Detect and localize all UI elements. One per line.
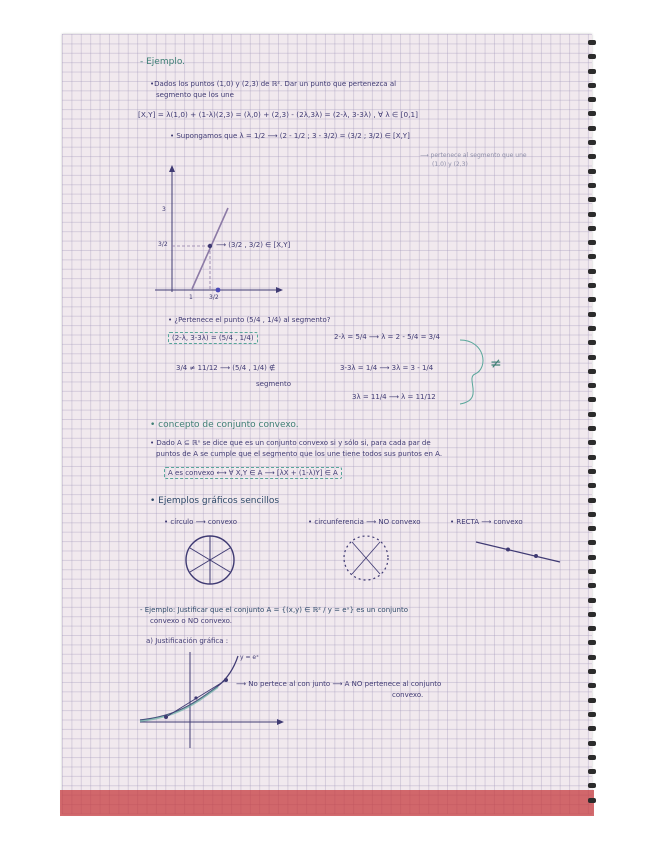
chord-point-b — [224, 678, 228, 682]
spiral-ring — [588, 340, 596, 345]
exponential-graph — [138, 650, 288, 750]
circle-example — [182, 532, 238, 588]
exp-curve — [140, 656, 238, 720]
y-axis-arrow — [169, 165, 175, 172]
statement-line-1: •Dados los puntos (1,0) y (2,3) de ℝ². Dar un punto que pertenezca al — [150, 80, 397, 88]
spiral-ring — [588, 212, 596, 217]
spiral-ring — [588, 140, 596, 145]
title: - Ejemplo. — [140, 57, 186, 67]
spiral-ring — [588, 498, 596, 503]
spiral-ring — [588, 183, 596, 188]
definition-box: A es convexo ⟷ ∀ X,Y ∈ A ⟶ [λX + (1-λ)Y] ∈ A — [164, 467, 342, 479]
spiral-ring — [588, 383, 596, 388]
spiral-ring — [588, 669, 596, 674]
x-tick-1: 1 — [189, 294, 193, 301]
point-x-mid — [216, 288, 221, 293]
spiral-ring — [588, 326, 596, 331]
line-example — [474, 538, 564, 568]
spiral-ring — [588, 397, 596, 402]
spiral-ring — [588, 97, 596, 102]
spiral-ring — [588, 40, 596, 45]
heading-graphic-examples: • Ejemplos gráficos sencillos — [150, 496, 280, 506]
segment-graph — [150, 160, 300, 310]
belongs-note-2: (1,0) y (2,3) — [432, 161, 468, 168]
segmento-label: segmento — [256, 380, 291, 388]
label-circumference: • circunferencia ⟶ NO convexo — [308, 518, 421, 526]
spiral-ring — [588, 412, 596, 417]
spiral-ring — [588, 540, 596, 545]
spiral-ring — [588, 698, 596, 703]
not-equal-sign: ≠ — [490, 356, 502, 372]
spiral-binding — [588, 40, 598, 810]
equation-a: 2-λ = 5/4 ⟶ λ = 2 - 5/4 = 3/4 — [334, 333, 440, 341]
spiral-ring — [588, 741, 596, 746]
spiral-ring — [588, 783, 596, 788]
equation-c: 3λ = 11/4 ⟶ λ = 11/12 — [352, 393, 436, 401]
definition-line-1: • Dado A ⊆ ℝⁿ se dice que es un conjunto convexo si y sólo si, para cada par de — [150, 439, 431, 447]
spiral-ring — [588, 655, 596, 660]
spiral-ring — [588, 355, 596, 360]
spiral-ring — [588, 369, 596, 374]
spiral-ring — [588, 69, 596, 74]
spiral-ring — [588, 126, 596, 131]
definition-line-2: puntos de A se cumple que el segmento que los une tiene todos sus puntos en A. — [156, 450, 443, 458]
spiral-ring — [588, 712, 596, 717]
spiral-ring — [588, 254, 596, 259]
not-equal-conclusion: 3/4 ≠ 11/12 ⟶ (5/4 , 1/4) ∉ — [176, 364, 276, 372]
spiral-ring — [588, 726, 596, 731]
spiral-ring — [588, 297, 596, 302]
example2-line-2: convexo o NO convexo. — [150, 617, 233, 625]
spiral-ring — [588, 526, 596, 531]
chord-point-a — [164, 715, 168, 719]
belongs-note-1: ⟶ pertenece al segmento que une — [420, 152, 527, 159]
notebook-cover-edge — [60, 790, 594, 816]
statement-line-2: segmento que los une — [156, 91, 234, 99]
spiral-ring — [588, 683, 596, 688]
spiral-ring — [588, 569, 596, 574]
spiral-ring — [588, 755, 596, 760]
spiral-ring — [588, 612, 596, 617]
x-axis-arrow — [276, 287, 283, 293]
spiral-ring — [588, 469, 596, 474]
circumference-example — [338, 530, 394, 586]
spiral-ring — [588, 598, 596, 603]
suppose-lambda: • Supongamos que λ = 1/2 ⟶ (2 - 1/2 ; 3 - 3/2) = (3/2 ; 3/2) ∈ [X,Y] — [170, 132, 410, 140]
spiral-ring — [588, 483, 596, 488]
example2-line-1: - Ejemplo: Justificar que el conjunto A = {(x,y) ∈ ℝ² / y = eˣ} es un conjunto — [140, 606, 408, 614]
y-tick-3-2: 3/2 — [158, 241, 168, 248]
spiral-ring — [588, 583, 596, 588]
question: • ¿Pertenece el punto (5/4 , 1/4) al segmento? — [168, 316, 331, 324]
equation-b: 3-3λ = 1/4 ⟶ 3λ = 3 - 1/4 — [340, 364, 434, 372]
spiral-ring — [588, 283, 596, 288]
chord-mid-point — [194, 696, 197, 699]
not-belongs-line-2: convexo. — [392, 691, 424, 699]
spiral-ring — [588, 626, 596, 631]
graphic-justification: a) Justificación gráfica : — [146, 637, 229, 645]
spiral-ring — [588, 798, 596, 803]
spiral-ring — [588, 769, 596, 774]
spiral-ring — [588, 154, 596, 159]
point-midpoint — [208, 244, 212, 248]
spiral-ring — [588, 312, 596, 317]
segment-formula: [X,Y] = λ(1,0) + (1-λ)(2,3) = (λ,0) + (2,3) - (2λ,3λ) = (2-λ, 3-3λ) , ∀ λ ∈ [0,1] — [138, 110, 418, 119]
equation-box: (2-λ, 3-3λ) = (5/4 , 1/4) — [168, 332, 258, 344]
spiral-ring — [588, 83, 596, 88]
y-tick-3: 3 — [162, 206, 166, 213]
label-circle: • círculo ⟶ convexo — [164, 518, 237, 526]
spiral-ring — [588, 455, 596, 460]
spiral-ring — [588, 440, 596, 445]
curve-label: y = eˣ — [240, 654, 259, 661]
spiral-ring — [588, 426, 596, 431]
spiral-ring — [588, 111, 596, 116]
comparison-bracket — [455, 338, 495, 410]
x-tick-3-2: 3/2 — [209, 294, 219, 301]
spiral-ring — [588, 226, 596, 231]
x-axis-arrow-2 — [277, 719, 284, 725]
not-belongs-line-1: ⟶ No pertece al con junto ⟶ A NO pertenece al conjunto — [236, 680, 442, 688]
label-line: • RECTA ⟶ convexo — [450, 518, 523, 526]
spiral-ring — [588, 169, 596, 174]
spiral-ring — [588, 512, 596, 517]
spiral-ring — [588, 555, 596, 560]
spiral-ring — [588, 269, 596, 274]
spiral-ring — [588, 240, 596, 245]
spiral-ring — [588, 197, 596, 202]
heading-convex: • concepto de conjunto convexo. — [150, 420, 299, 430]
midpoint-label: ⟶ (3/2 , 3/2) ∈ [X,Y] — [216, 241, 291, 249]
spiral-ring — [588, 54, 596, 59]
spiral-ring — [588, 640, 596, 645]
